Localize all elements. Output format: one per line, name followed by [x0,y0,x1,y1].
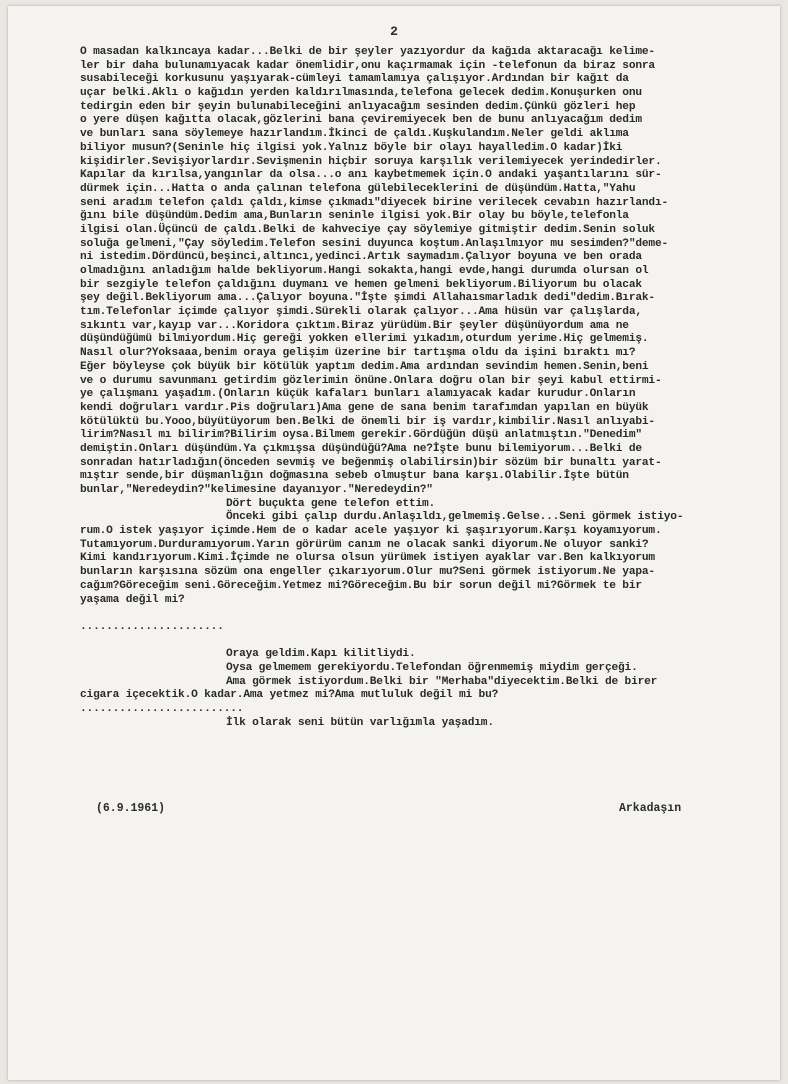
text-line: Ama görmek istiyordum.Belki bir "Merhaba"diyecektim.Belki de birer [226,675,658,688]
text-line: Oysa gelmemem gerekiyordu.Telefondan öğrenmemiş miydim gerçeği. [226,661,638,674]
text-line: Kimi kandırıyorum.Kimi.İçimde ne olursa olsun yürümek istiyen ayaklar var.Ben kalkıyorum [80,552,655,565]
text-line: Kapılar da kırılsa,yangınlar da olsa...o anı kaybetmemek için.O andaki yaşantılarını sür- [80,169,662,182]
paragraph-1 [80,46,780,498]
text-line: soluğa gelmeni,"Çay söyledim.Telefon sesini duyunca koştum.Anlaşılmıyor mu sesimden?"deme- [80,237,669,250]
text-line: lirim?Nasıl mı bilirim?Bilirim oysa.Bilmem gerekir.Gördüğün düşü anlatmıştın."Denedim" [80,429,642,442]
text-line: bunların karşısına sözüm ona engeller çıkarıyorum.Olur mu?Seni görmek istiyorum.Ne yapa- [80,566,655,579]
text-line: biliyor musun?(Seninle hiç ilgisi yok.Yalnız böyle bir olayı hayalledim.O kadar)İki [80,141,623,154]
text-line: seni aradım telefon çaldı çaldı,kimse çıkmadı"diyecek birine verilecek cevabın hazırlandı- [80,196,669,209]
text-line: cigara içecektik.O kadar.Ama yetmez mi?Ama mutluluk değil mi bu? [80,689,499,702]
text-line: Eğer böyleyse çok büyük bir kötülük yaptım dedim.Ama ardından sevindim hemen.Senin,beni [80,360,649,373]
text-line: tedirgin eden bir şeyin bulunabileceğini anlıyacağım sesinden dedim.Çünkü gözleri hep [80,100,636,113]
text-line: ler bir daha bulunamıyacak kadar önemlidir,onu kaçırmamak için -telefonun da biraz sonra [80,59,655,72]
letter-date: (6.9.1961) [96,802,166,815]
dotted-separator: ......................... [80,703,244,715]
text-line: o yere düşen kağıtta olacak,gözlerini bana çeviremiyecek ben de bunu anlıyacağım dedim [80,114,642,127]
text-line: rum.O istek yaşıyor içimde.Hem de o kadar acele yaşıyor ki şaşırıyorum.Karşı koyamıyorum. [80,525,662,538]
text-line: yaşama değil mi? [80,593,185,606]
text-line: kişidirler.Sevişiyorlardır.Sevişmenin hiçbir soruya karşılık verilemiyecek yerindedirler. [80,155,662,168]
text-line: bir sezgiyle telefon çaldığını duymanı ve hemen gelmeni bekliyorum.Biliyorum bu olacak [80,278,642,291]
dotted-separator: ...................... [80,620,224,633]
text-line: kötülüktü bu.Yooo,büyütüyorum ben.Belki de önemli bir iş vardır,kimbilir.Nasıl anlıyabi- [80,415,655,428]
text-line: olmadığını anladığım halde bekliyorum.Hangi sokakta,hangi evde,hangi durumda olursan ol [80,265,649,277]
text-line: uçar belki.Aklı o kağıdın yerden kaldırılmasında,telefona gelecek dedim.Konuşurken onu [80,87,642,100]
closing-line: İlk olarak seni bütün varlığımla yaşadım. [226,716,494,729]
text-line: kendi doğruları vardır.Pis doğruları)Ama gene de sana benim tarafımdan yapılan en büyük [80,401,649,414]
paragraph-3 [80,648,780,703]
text-line: tım.Telefonlar içimde çalıyor şimdi.Sürekli olarak çalıyor...Ama hüsün var çalışlarda, [80,306,642,319]
page-number: 2 [390,24,398,39]
text-line: ni istedim.Dördüncü,beşinci,altıncı,yedinci.Artık saymadım.Çalıyor boyuna ve ben orada [80,251,642,264]
paragraph-2 [80,511,780,607]
text-line: ve bunları sana söylemeye hazırlandım.İkinci de çaldı.Kuşkulandım.Neler geldi aklıma [80,128,629,141]
text-line: mıştır sende,bir düşmanlığın doğmasına sebeb olmuştur bana karşı.Olabilir.İşte bütün [80,470,629,483]
text-line: O masadan kalkıncaya kadar...Belki de bir şeyler yazıyordur da kağıda aktaracağı kelime- [80,46,655,58]
text-line: sıkıntı var,kayıp var...Koridora çıktım.Biraz yürüdüm.Bir şeyler düşünüyordum ama ne [80,319,629,332]
text-line: bunlar,"Neredeydin?"kelimesine dayanıyor."Neredeydin?" [80,484,433,496]
text-line: demiştin.Onları düşündüm.Ya çıkmışsa düşündüğü?Ama ne?İşte bunu bilemiyorum...Belki de [80,442,642,455]
text-line: Tutamıyorum.Durduramıyorum.Yarın görürüm canım ne olacak sanki diyorum.Ne oluyor sanki? [80,538,649,551]
text-line: sonradan hatırladığın(önceden sevmiş ve beğenmiş olabilirsin)bir sözüm bir bunaltı yarat- [80,456,662,469]
text-line: ğını bile düşündüm.Dedim ama,Bunların seninle ilgisi yok.Bir olay bu böyle,telefonla [80,210,629,223]
text-line: Önceki gibi çalıp durdu.Anlaşıldı,gelmemiş.Gelse...Seni görmek istiyo- [226,511,684,524]
text-line: Dört buçukta gene telefon ettim. [226,497,436,510]
text-line: ilgisi olan.Üçüncü de çaldı.Belki de kahveciye çay söylemiye gitmiştir dedim.Senin soluk [80,223,655,236]
letter-body [80,46,780,730]
text-line: ve o durumu savunmanı getirdim gözlerimin önüne.Onlara doğru olan bir şeyi kabul ettirmi- [80,374,662,387]
text-line: ye çalışmanı yaşadım.(Onların küçük kafaları bunları alamıyacak kadar kurudur.Onların [80,388,636,401]
text-line: Nasıl olur?Yoksaaa,benim oraya gelişim üzerine bir tartışma oldu da işini bıraktı mı? [80,347,636,360]
text-line: Oraya geldim.Kapı kilitliydi. [226,648,416,661]
text-line: susabileceği korkusunu yaşıyarak-cümleyi tamamlamıya çalışıyor.Ardından bir kağıt da [80,73,629,86]
document-page [8,6,780,1080]
text-line: dürmek için...Hatta o anda çalınan telefona gülebileceklerini de düşündüm.Hatta,"Yahu [80,182,636,195]
text-line: şey değil.Bekliyorum ama...Çalıyor boyuna."İşte şimdi Allahaısmarladık dedi"dedim.Bırak- [80,292,655,305]
signature: Arkadaşın [619,802,682,815]
text-line: düşündüğümü bilmiyordum.Hiç gereği yokken ellerimi yıkadım,oturdum yerime.Hiç gelmemiş. [80,333,649,346]
text-line: cağım?Göreceğim seni.Göreceğim.Yetmez mi?Göreceğim.Bu bir sorun değil mi?Görmek te bir [80,579,642,592]
